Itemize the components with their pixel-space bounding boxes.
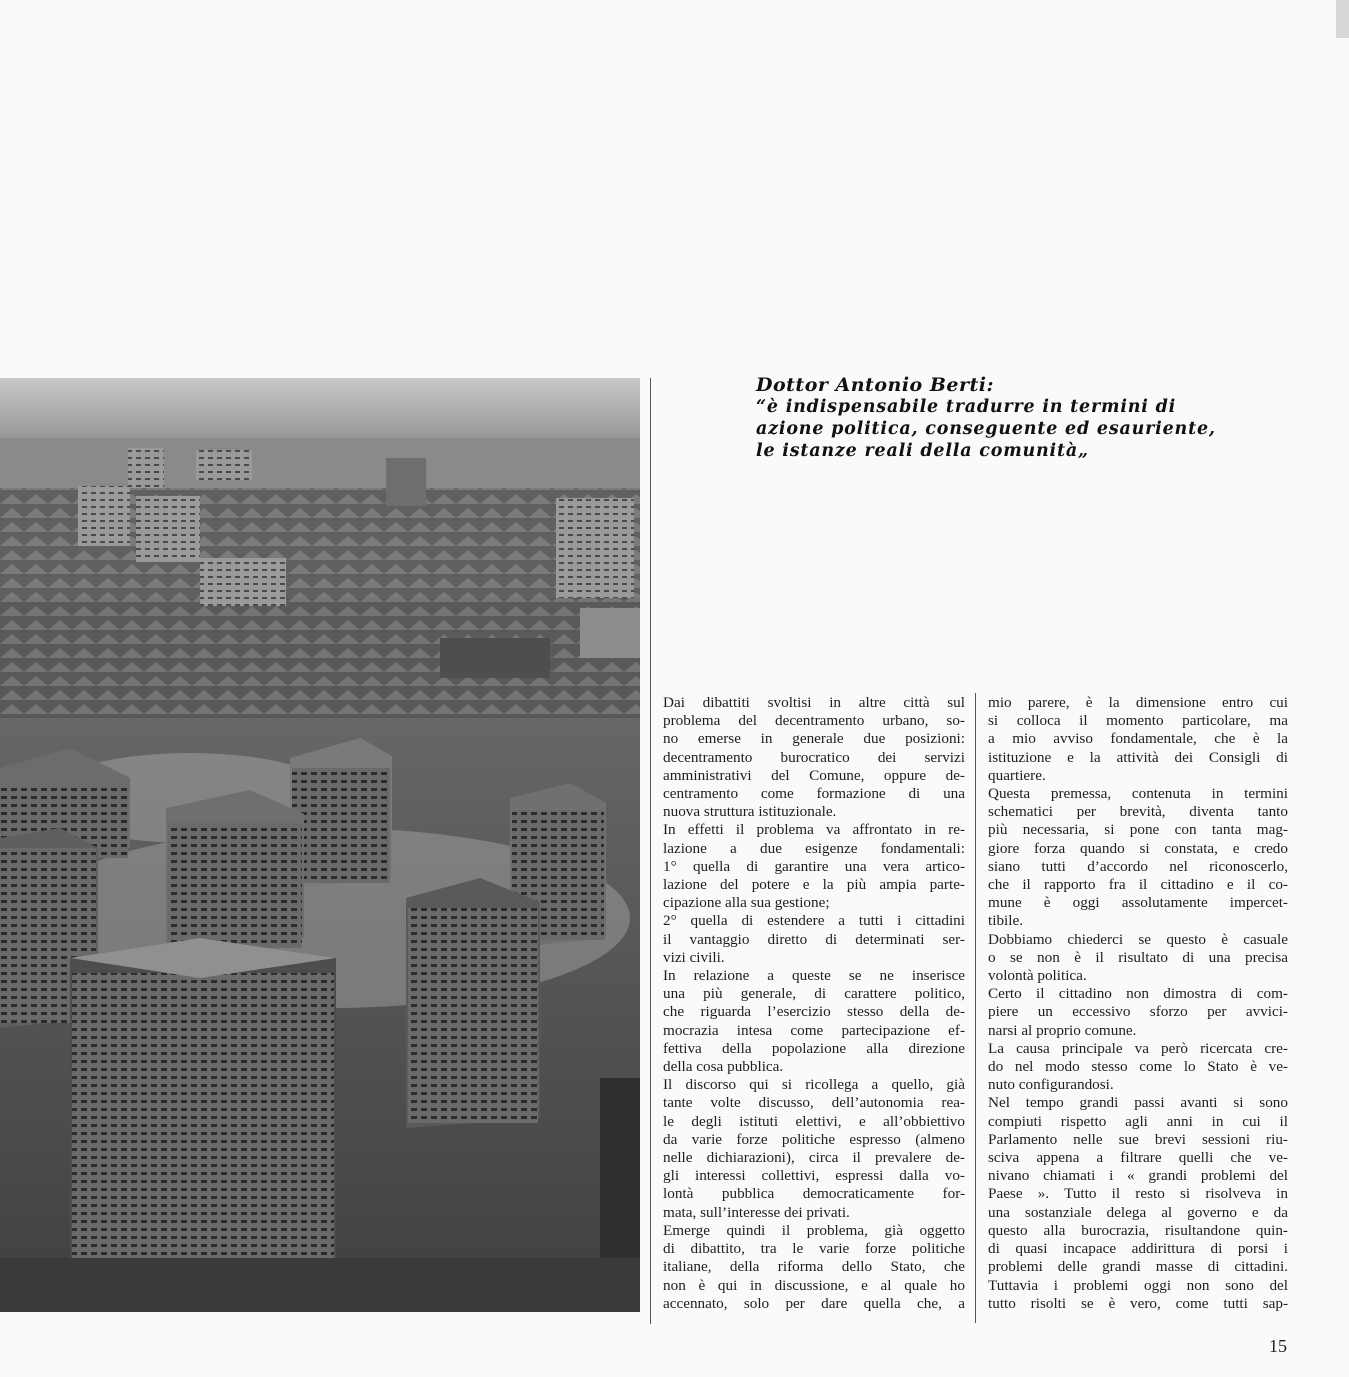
article-line: 2° quella di estendere a tutti i cittadini <box>663 912 965 930</box>
article-line: mio parere, è la dimensione entro cui <box>988 694 1288 711</box>
article-line: una più generale, di carattere politico, <box>663 985 965 1003</box>
article-line: siano tutti d’accordo nel riconoscerlo, <box>988 857 1288 875</box>
article-line: tutto risolti se è vero, come tutti sap- <box>988 1294 1288 1312</box>
article-line: piere un eccessivo sforzo per avvici- <box>988 1003 1288 1021</box>
article-line: Tuttavia i problemi oggi non sono del <box>988 1276 1288 1294</box>
article-line: istituzione e la attività dei Consigli di <box>988 748 1288 766</box>
article-line: si colloca il momento particolare, ma <box>988 712 1288 730</box>
article-line: problema del decentramento urbano, so- <box>663 712 965 730</box>
article-line: Il discorso qui si ricollega a quello, già <box>663 1076 965 1094</box>
article-line: a mio avviso fondamentale, che è la <box>988 730 1288 748</box>
scan-edge-mark <box>1336 0 1349 38</box>
article-line: giore forza quando si constata, e credo <box>988 839 1288 857</box>
page-number: 15 <box>1269 1336 1287 1356</box>
article-line: sciva appena a filtrare quelli che ve- <box>988 1149 1288 1167</box>
article-line: amministrativi del Comune, oppure de- <box>663 766 965 784</box>
article-line: lazione del potere e la più ampia parte- <box>663 876 965 894</box>
article-line: non è qui in discussione, e al quale ho <box>663 1276 965 1294</box>
article-line: da varie forze politiche espresso (almeno <box>663 1130 965 1148</box>
headline-quote-line: “è indispensabile tradurre in termini di <box>756 397 1177 417</box>
article-line: Emerge quindi il problema, già oggetto <box>663 1221 965 1239</box>
article-line: Questa premessa, contenuta in termini <box>988 785 1288 803</box>
article-line: mata, sull’interesse dei privati. <box>663 1203 850 1221</box>
article-line: questo alla burocrazia, risultandone quin- <box>988 1221 1288 1239</box>
photo-column-divider <box>650 378 651 1324</box>
article-line: lontà pubblica democraticamente for- <box>663 1185 965 1203</box>
article-line: centramento come formazione di una <box>663 785 965 803</box>
article-line: accennato, solo per dare quella che, a <box>663 1294 965 1312</box>
article-line: nuto configurandosi. <box>988 1076 1114 1094</box>
article-line: che il rapporto fra il cittadino e il co- <box>988 876 1288 894</box>
article-line: La causa principale va però ricercata cre- <box>988 1039 1288 1057</box>
article-line: decentramento burocratico dei servizi <box>663 748 965 766</box>
article-line: tante volte discusso, dell’autonomia rea- <box>663 1094 965 1112</box>
article-line: schematici per brevità, diventa tanto <box>988 803 1288 821</box>
article-column-left <box>663 694 965 1313</box>
article-line: gli interessi collettivi, espressi dalla vo- <box>663 1167 965 1185</box>
headline <box>756 374 1336 462</box>
article-line: tibile. <box>988 912 1024 930</box>
headline-quote-line: azione politica, conseguente ed esauriente, <box>756 419 1216 439</box>
headline-quote-line: le istanze reali della comunità„ <box>756 441 1089 461</box>
article-line: che riguarda l’esercizio stesso della de- <box>663 1003 965 1021</box>
article-line: mocrazia intesa come partecipazione ef- <box>663 1021 965 1039</box>
article-line: più necessaria, si pone con tanta mag- <box>988 821 1288 839</box>
article-line: italiane, della riforma dello Stato, che <box>663 1258 965 1276</box>
article-line: le degli istituti elettivi, e all’obbiettivo <box>663 1112 965 1130</box>
article-line: 1° quella di garantire una vera artico- <box>663 857 965 875</box>
article-line: Parlamento nelle sue brevi sessioni riu- <box>988 1130 1288 1148</box>
article-line: Dobbiamo chiederci se questo è casuale <box>988 930 1288 948</box>
headline-speaker: Dottor Antonio Berti: <box>756 374 994 396</box>
article-line: Dai dibattiti svoltisi in altre città sul <box>663 694 965 711</box>
article-line: Certo il cittadino non dimostra di com- <box>988 985 1288 1003</box>
article-line: il vantaggio diretto di determinati ser- <box>663 930 965 948</box>
article-line: nuova struttura istituzionale. <box>663 803 837 821</box>
article-line: vizi civili. <box>663 948 725 966</box>
photo-illustration <box>0 378 640 1312</box>
article-line: no emerse in generale due posizioni: <box>663 730 965 748</box>
article-line: o se non è il risultato di una precisa <box>988 948 1288 966</box>
article-line: In relazione a queste se ne inserisce <box>663 967 965 985</box>
article-line: do nel modo stesso come lo Stato è ve- <box>988 1058 1288 1076</box>
article-line: quartiere. <box>988 766 1046 784</box>
article-line: di dibattito, tra le varie forze politiche <box>663 1240 965 1258</box>
article-line: di quasi incapace addirittura di porsi i <box>988 1240 1288 1258</box>
article-column-right <box>988 694 1288 1313</box>
aerial-city-photo <box>0 378 640 1312</box>
article-line: narsi al proprio comune. <box>988 1021 1137 1039</box>
article-line: fettiva della popolazione alla direzione <box>663 1039 965 1057</box>
article-line: compiuti rispetto agli anni in cui il <box>988 1112 1288 1130</box>
article-line: problemi delle grandi masse di cittadini. <box>988 1258 1288 1276</box>
article-line: nelle dichiarazioni), circa il prevalere de- <box>663 1149 965 1167</box>
column-divider <box>975 693 976 1323</box>
article-line: nivano chiamati i « grandi problemi del <box>988 1167 1288 1185</box>
article-line: lazione a due esigenze fondamentali: <box>663 839 965 857</box>
article-line: Nel tempo grandi passi avanti si sono <box>988 1094 1288 1112</box>
article-line: della cosa pubblica. <box>663 1058 784 1076</box>
article-line: In effetti il problema va affrontato in re- <box>663 821 965 839</box>
article-line: volontà politica. <box>988 967 1087 985</box>
article-line: mune è oggi assolutamente impercet- <box>988 894 1288 912</box>
article-line: cipazione alla sua gestione; <box>663 894 830 912</box>
article-line: una sostanziale delega al governo e da <box>988 1203 1288 1221</box>
article-line: Paese ». Tutto il resto si risolveva in <box>988 1185 1288 1203</box>
